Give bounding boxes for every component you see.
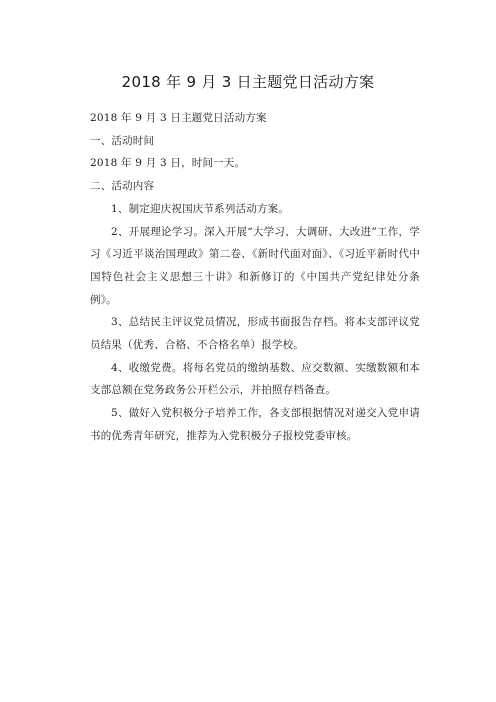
content-item-2: 2、开展理论学习。深入开展“大学习、大调研、大改进”工作，学习《习近平谈治国理政》第二卷、《新时代面对面》、《习近平新时代中国特色社会主义思想三十讲》和新修订的《中国共产党纪律处分条例》。 — [90, 225, 420, 306]
document-body — [90, 107, 420, 448]
content-item-4: 4、收缴党费。将每名党员的缴纳基数、应交数额、实缴数额和本支部总额在党务政务公开栏公示，并拍照存档备查。 — [90, 361, 420, 397]
document-title: 2018 年 9 月 3 日主题党日活动方案 — [121, 73, 375, 91]
content-item-5: 5、做好入党积极分子培养工作，各支部根据情况对递交入党申请书的优秀青年研究，推荐为入党积极分子报校党委审核。 — [90, 407, 420, 442]
subtitle-paragraph: 2018 年 9 月 3 日主题党日活动方案 — [90, 112, 267, 124]
content-item-3: 3、总结民主评议党员情况，形成书面报告存档。将本支部评议党员结果（优秀、合格、不合格名单）报学校。 — [90, 316, 420, 352]
activity-time-paragraph: 2018 年 9 月 3 日，时间一天。 — [90, 157, 246, 170]
content-item-1: 1、制定迎庆祝国庆节系列活动方案。 — [111, 202, 290, 215]
section-heading-content: 二、活动内容 — [90, 180, 155, 193]
section-heading-time: 一、活动时间 — [90, 134, 155, 147]
